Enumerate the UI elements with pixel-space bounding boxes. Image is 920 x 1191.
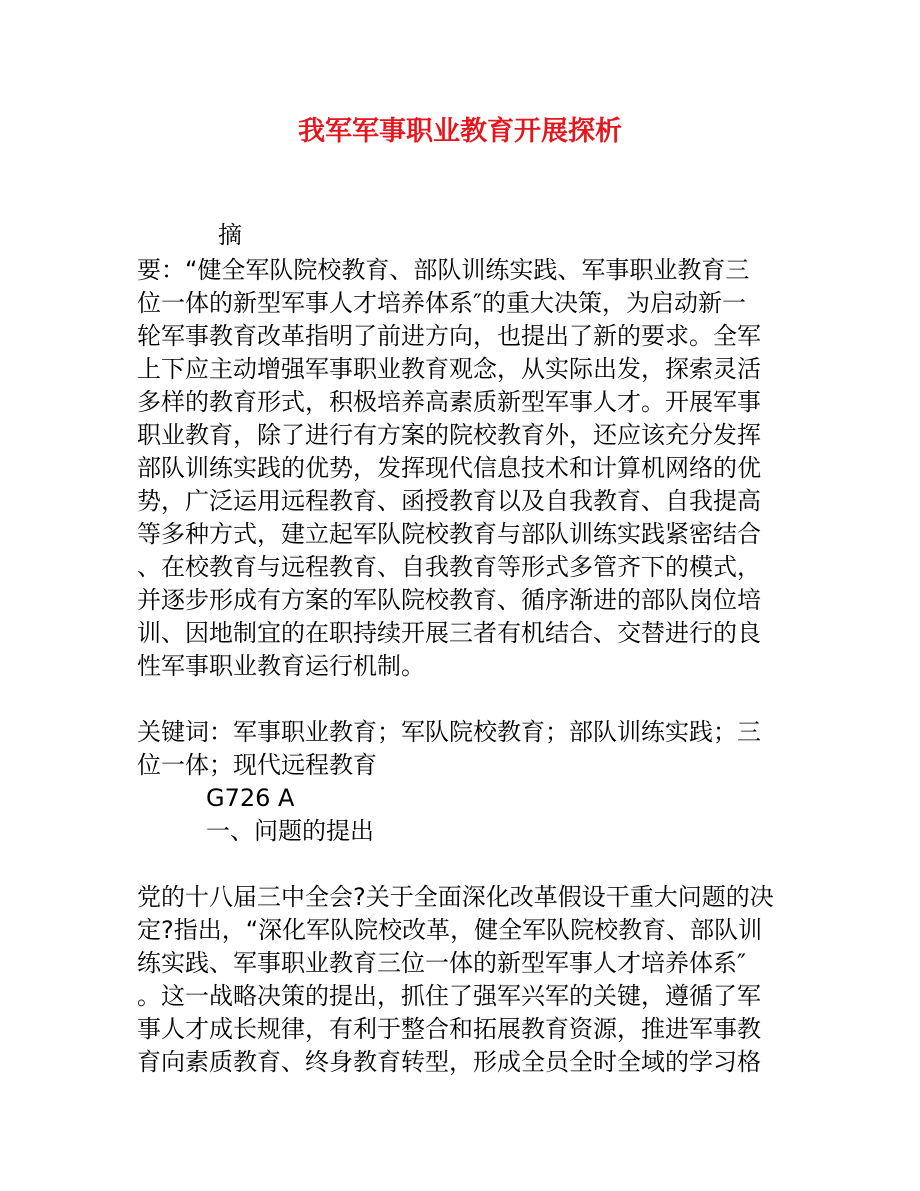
abstract-line: 性军事职业教育运行机制。 (137, 652, 425, 680)
body-line: 定?指出，“深化军队院校改革，健全军队院校教育、部队训 (137, 916, 763, 944)
abstract-line: 部队训练实践的优势，发挥现代信息技术和计算机网络的优 (137, 454, 761, 482)
abstract-line: 、在校教育与远程教育、自我教育等形式多管齐下的模式， (137, 553, 761, 581)
abstract-line: 势，广泛运用远程教育、函授教育以及自我教育、自我提高 (137, 487, 761, 515)
body-line: 党的十八届三中全会?关于全面深化改革假设干重大问题的决 (137, 883, 774, 911)
abstract-line: 多样的教育形式，积极培养高素质新型军事人才。开展军事 (137, 388, 761, 416)
abstract-line: 并逐步形成有方案的军队院校教育、循序渐进的部队岗位培 (137, 586, 761, 614)
abstract-label: 摘 (218, 221, 242, 249)
abstract-line: 轮军事教育改革指明了前进方向，也提出了新的要求。全军 (137, 322, 761, 350)
body-line: 育向素质教育、终身教育转型，形成全员全时全域的学习格 (137, 1048, 761, 1076)
abstract-line: 上下应主动增强军事职业教育观念，从实际出发，探索灵活 (137, 355, 761, 383)
abstract-line: 训、因地制宜的在职持续开展三者有机结合、交替进行的良 (137, 619, 761, 647)
abstract-line: 位一体的新型军事人才培养体系″的重大决策，为启动新一 (137, 289, 746, 317)
body-line: 。这一战略决策的提出，抓住了强军兴军的关键，遵循了军 (137, 982, 761, 1010)
abstract-line: 等多种方式，建立起军队院校教育与部队训练实践紧密结合 (137, 520, 761, 548)
keywords-line: 位一体；现代远程教育 (137, 751, 377, 779)
abstract-line: 职业教育，除了进行有方案的院校教育外，还应该充分发挥 (137, 421, 761, 449)
document-title: 我军军事职业教育开展探析 (298, 116, 622, 147)
body-line: 事人才成长规律，有利于整合和拓展教育资源，推进军事教 (137, 1015, 761, 1043)
body-line: 练实践、军事职业教育三位一体的新型军事人才培养体系″ (137, 949, 746, 977)
classification-code: G726 A (206, 784, 295, 812)
section-heading: 一、问题的提出 (206, 817, 374, 845)
keywords-line: 关键词：军事职业教育；军队院校教育；部队训练实践；三 (137, 718, 761, 746)
abstract-line: 要：“健全军队院校教育、部队训练实践、军事职业教育三 (137, 256, 750, 284)
